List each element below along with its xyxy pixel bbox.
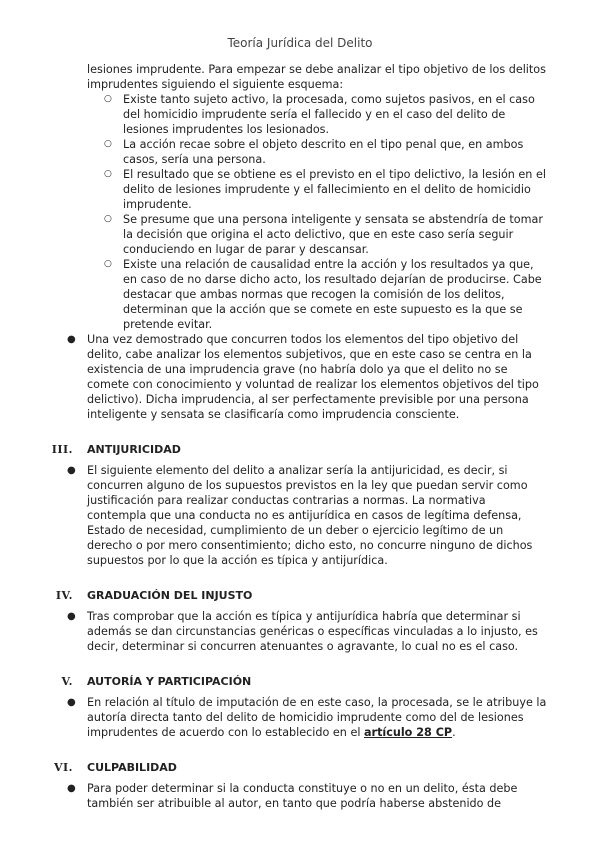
section-title: AUTORÍA Y PARTICIPACIÓN: [87, 675, 252, 688]
sub-list: [87, 92, 547, 332]
sub-item: ○ Existe una relación de causalidad entre la acción y los resultados ya que, en caso de no darse dicho acto, los resultado dejarían de producirse. Cabe destacar que ambas normas que recogen la comisión de los delitos, determinan que la acción que se comete en este supuesto es la que se pretende evitar.: [87, 257, 547, 332]
sub-item: ○ Se presume que una persona inteligente y sensata se abstendría de tomar la decisión que origina el acto delictivo, que en este caso sería seguir conduciendo en lugar de parar y descansar.: [87, 212, 547, 257]
bullet-item: [67, 695, 547, 740]
bullet-text: Una vez demostrado que concurren todos los elementos del tipo objetivo del delito, cabe analizar los elementos subjetivos, que en este caso se centra en la existencia de una imprudencia grave (no habría dolo ya que el delito no se comete con conocimiento y voluntad de realizar los elementos objetivos del tipo delictivo). Dicha imprudencia, al ser perfectamente previsible por una persona inteligente y sensata se clasificaría como imprudencia consciente.: [87, 333, 539, 421]
bullet-text: Tras comprobar que la acción es típica y antijurídica habría que determinar si además se dan circunstancias genéricas o específicas vinculadas a lo injusto, es decir, determinar si concurren atenuantes o agravante, lo cual no es el caso.: [87, 610, 538, 653]
section-number: V.: [61, 675, 73, 688]
bullet-dot-icon: ●: [67, 783, 76, 794]
bullet-text: En relación al título de imputación de en este caso, la procesada, se le atribuye la autoría directa tanto del delito de homicidio imprudente como del de lesiones imprudentes de acuerdo con lo establecido en el: [87, 696, 547, 739]
bullet-dot-icon: ●: [67, 611, 76, 622]
bullet-item: [67, 463, 547, 568]
section-title: CULPABILIDAD: [87, 761, 177, 774]
document-body: [0, 62, 600, 811]
sub-item: ○ Existe tanto sujeto activo, la procesada, como sujetos pasivos, en el caso del homicidio imprudente sería el fallecido y en el caso del delito de lesiones imprudentes los lesionados.: [87, 92, 547, 137]
section-heading: [0, 589, 600, 605]
bullet-dot-icon: ●: [67, 465, 76, 476]
sub-item: ○ La acción recae sobre el objeto descrito en el tipo penal que, en ambos casos, sería una persona.: [87, 137, 547, 167]
section-number: IV.: [55, 589, 73, 602]
article-link[interactable]: artículo 28 CP: [364, 726, 453, 739]
page-header: Teoría Jurídica del Delito: [227, 36, 373, 50]
section-heading: [0, 761, 600, 777]
bullet-item: [67, 609, 547, 654]
section-title: GRADUACIÓN DEL INJUSTO: [87, 589, 253, 602]
intro-paragraph: [87, 62, 547, 332]
section-title: ANTIJURICIDAD: [87, 443, 181, 456]
bullet-dot-icon: ●: [67, 697, 76, 708]
bullet-text: El siguiente elemento del delito a analizar sería la antijuricidad, es decir, si concurren alguno de los supuestos previstos en la ley que puedan servir como justificación para realizar conductas contrarias a normas. La normativa contempla que una conducta no es antijurídica en casos de legítima defensa, Estado de necesidad, cumplimiento de un deber o ejercicio legítimo de un derecho o por mero consentimiento; dicho esto, no concurre ninguno de dichos supuestos por lo que la acción es típica y antijurídica.: [87, 464, 533, 567]
bullet-dot-icon: ●: [67, 334, 76, 345]
sub-item: ○ El resultado que se obtiene es el previsto en el tipo delictivo, la lesión en el delito de lesiones imprudente y el fallecimiento en el delito de homicidio imprudente.: [87, 167, 547, 212]
section-number: VI.: [53, 761, 73, 774]
section-number: III.: [51, 443, 73, 456]
section-heading: [0, 675, 600, 691]
bullet-item: [67, 781, 547, 811]
intro-text: lesiones imprudente. Para empezar se debe analizar el tipo objetivo de los delitos imprudentes siguiendo el siguiente esquema:: [87, 63, 546, 91]
bullet-item: [67, 332, 547, 422]
section-heading: [0, 443, 600, 459]
bullet-text: Para poder determinar si la conducta constituye o no en un delito, ésta debe también ser atribuible al autor, en tanto que podría haberse abstenido de: [87, 782, 518, 810]
bullet-text-end: .: [452, 726, 456, 739]
